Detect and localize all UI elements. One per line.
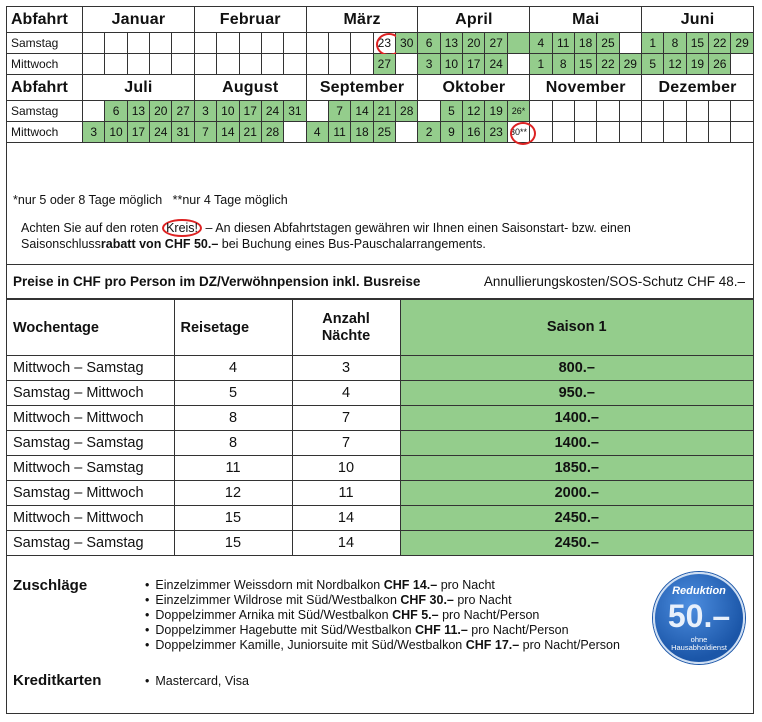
calendar-day-cell xyxy=(195,54,217,75)
month-januar: Januar xyxy=(83,7,195,33)
month-februar: Februar xyxy=(195,7,307,33)
calendar-day-cell xyxy=(553,122,575,143)
price-cell: 1400.– xyxy=(400,406,753,431)
calendar-day-cell xyxy=(508,33,530,54)
price-row xyxy=(7,506,753,531)
month-august: August xyxy=(195,75,307,101)
badge-amount: 50.– xyxy=(667,598,731,634)
calendar-day-cell: 12 xyxy=(664,54,686,75)
surcharges-list xyxy=(145,578,620,653)
calendar-day-cell: 23 xyxy=(374,33,396,54)
calendar-mittwoch-row-2 xyxy=(7,122,753,143)
calendar-day-cell: 26 xyxy=(709,54,731,75)
reisetage-cell: 12 xyxy=(174,481,292,506)
calendar-day-cell: 21 xyxy=(374,101,396,122)
calendar-day-cell xyxy=(508,54,530,75)
calendar-day-cell: 22 xyxy=(597,54,619,75)
calendar-day-cell: 1 xyxy=(642,33,664,54)
surcharge-unit: pro Nacht/Person xyxy=(438,608,540,622)
price-row xyxy=(7,431,753,456)
calendar-day-cell xyxy=(396,122,418,143)
month-juli: Juli xyxy=(83,75,195,101)
calendar-day-cell xyxy=(687,122,709,143)
calendar-day-cell: 27 xyxy=(485,33,507,54)
calendar-day-cell: 1 xyxy=(530,54,552,75)
month-dezember: Dezember xyxy=(642,75,753,101)
naechte-cell: 3 xyxy=(292,356,400,381)
calendar-day-cell: 7 xyxy=(329,101,351,122)
calendar-day-cell: 25 xyxy=(374,122,396,143)
naechte-cell: 11 xyxy=(292,481,400,506)
calendar-day-cell: 29 xyxy=(620,54,642,75)
calendar-day-cell: 24 xyxy=(262,101,284,122)
calendar-day-cell xyxy=(664,101,686,122)
calendar-day-cell: 23 xyxy=(485,122,507,143)
calendar-day-cell: 13 xyxy=(128,101,150,122)
badge-bottom-text xyxy=(655,636,743,652)
calendar-day-cell: 19 xyxy=(485,101,507,122)
calendar-header-row-1 xyxy=(7,7,753,33)
row-label-mittwoch: Mittwoch xyxy=(7,122,83,143)
credit-cards-list xyxy=(145,674,249,688)
naechte-cell: 7 xyxy=(292,431,400,456)
calendar-header-row-2 xyxy=(7,75,753,101)
surcharge-room: Doppelzimmer Arnika mit Süd/Westbalkon xyxy=(155,608,393,622)
discount-note-amount: rabatt von CHF 50.– xyxy=(100,237,219,251)
calendar-day-cell: 27 xyxy=(172,101,194,122)
calendar-day-cell: 20 xyxy=(463,33,485,54)
surcharges-title: Zuschläge xyxy=(13,577,88,594)
calendar-day-cell: 25 xyxy=(597,33,619,54)
calendar-day-cell xyxy=(530,122,552,143)
discount-note-middle: – An diesen Abfahrtstagen gewähren wir Ihnen einen Saisonstart- bzw. einen Saisonschluss xyxy=(21,221,631,251)
red-circle-word: Kreis! xyxy=(162,219,202,237)
price-table-header-row xyxy=(7,300,753,356)
surcharge-item xyxy=(145,623,620,638)
row-label-samstag: Samstag xyxy=(7,33,83,54)
price-row xyxy=(7,381,753,406)
calendar-day-cell xyxy=(642,101,664,122)
abfahrt-label: Abfahrt xyxy=(7,75,83,101)
reisetage-cell: 15 xyxy=(174,531,292,556)
col-header-naechte xyxy=(292,300,400,356)
surcharge-item xyxy=(145,608,620,623)
calendar-day-cell xyxy=(284,122,306,143)
calendar-day-cell xyxy=(642,122,664,143)
month-april: April xyxy=(418,7,530,33)
month-oktober: Oktober xyxy=(418,75,530,101)
calendar-day-cell xyxy=(396,54,418,75)
calendar-day-cell: 11 xyxy=(329,122,351,143)
calendar-day-cell: 18 xyxy=(575,33,597,54)
price-cell: 2450.– xyxy=(400,506,753,531)
calendar-day-cell xyxy=(128,54,150,75)
price-cell: 2450.– xyxy=(400,531,753,556)
calendar-day-cell: 8 xyxy=(664,33,686,54)
calendar-day-cell xyxy=(150,33,172,54)
month-september: September xyxy=(307,75,419,101)
calendar-day-cell: 15 xyxy=(687,33,709,54)
naechte-cell: 7 xyxy=(292,406,400,431)
calendar-day-cell: 28 xyxy=(262,122,284,143)
calendar-day-cell xyxy=(262,54,284,75)
month-maerz: März xyxy=(307,7,419,33)
price-cell: 800.– xyxy=(400,356,753,381)
col-header-reisetage: Reisetage xyxy=(174,300,292,356)
calendar-day-cell: 24 xyxy=(150,122,172,143)
calendar-day-cell xyxy=(240,33,262,54)
calendar-day-cell xyxy=(597,101,619,122)
naechte-cell: 10 xyxy=(292,456,400,481)
price-sheet xyxy=(6,6,754,714)
calendar-day-cell xyxy=(575,122,597,143)
calendar-day-cell xyxy=(150,54,172,75)
calendar-day-cell xyxy=(351,54,373,75)
calendar-day-cell: 5 xyxy=(642,54,664,75)
calendar-day-cell xyxy=(687,101,709,122)
wochentage-cell: Mittwoch – Samstag xyxy=(7,356,174,381)
calendar-day-cell xyxy=(307,33,329,54)
surcharge-unit: pro Nacht/Person xyxy=(519,638,620,652)
surcharge-room: Einzelzimmer Weissdorn mit Nordbalkon xyxy=(155,578,384,592)
calendar-day-cell xyxy=(83,101,105,122)
surcharge-amount: CHF 11.– xyxy=(415,623,468,637)
calendar-day-cell: 3 xyxy=(418,54,440,75)
calendar-day-cell: 3 xyxy=(83,122,105,143)
calendar-day-cell xyxy=(620,122,642,143)
wochentage-cell: Samstag – Mittwoch xyxy=(7,481,174,506)
calendar-day-cell xyxy=(284,54,306,75)
naechte-cell: 14 xyxy=(292,506,400,531)
calendar-day-cell: 16 xyxy=(463,122,485,143)
calendar-day-cell: 22 xyxy=(709,33,731,54)
col-header-naechte-line1: Anzahl xyxy=(322,310,370,327)
calendar-day-cell xyxy=(217,33,239,54)
calendar-day-cell: 7 xyxy=(195,122,217,143)
calendar-day-cell: 19 xyxy=(687,54,709,75)
calendar-day-cell: 14 xyxy=(351,101,373,122)
badge-bottom-line2: Hausabholdienst xyxy=(671,643,727,652)
calendar-day-cell xyxy=(731,101,752,122)
calendar-day-cell: 18 xyxy=(351,122,373,143)
calendar-day-cell xyxy=(329,54,351,75)
calendar-day-cell xyxy=(105,33,127,54)
calendar-day-cell xyxy=(418,101,440,122)
price-header-bar xyxy=(7,265,753,299)
wochentage-cell: Mittwoch – Samstag xyxy=(7,456,174,481)
surcharge-room: Doppelzimmer Kamille, Juniorsuite mit Süd/Westbalkon xyxy=(155,638,466,652)
calendar-day-cell: 30** xyxy=(508,122,530,143)
calendar-day-cell xyxy=(731,122,752,143)
price-row xyxy=(7,531,753,556)
wochentage-cell: Mittwoch – Mittwoch xyxy=(7,406,174,431)
price-cell: 1850.– xyxy=(400,456,753,481)
discount-note-end: bei Buchung eines Bus-Pauschalarrangements. xyxy=(218,237,486,251)
calendar-day-cell xyxy=(105,54,127,75)
discount-note xyxy=(21,220,741,252)
calendar-day-cell xyxy=(240,54,262,75)
calendar-day-cell: 10 xyxy=(105,122,127,143)
calendar-day-cell: 29 xyxy=(731,33,752,54)
surcharge-item xyxy=(145,578,620,593)
price-row xyxy=(7,456,753,481)
calendar-day-cell xyxy=(284,33,306,54)
calendar-day-cell: 6 xyxy=(105,101,127,122)
calendar-day-cell xyxy=(83,54,105,75)
surcharge-room: Einzelzimmer Wildrose mit Süd/Westbalkon xyxy=(155,593,401,607)
month-mai: Mai xyxy=(530,7,642,33)
reisetage-cell: 8 xyxy=(174,431,292,456)
wochentage-cell: Samstag – Samstag xyxy=(7,531,174,556)
discount-badge xyxy=(653,572,745,664)
calendar-day-cell: 9 xyxy=(441,122,463,143)
calendar-day-cell: 31 xyxy=(172,122,194,143)
surcharge-amount: CHF 14.– xyxy=(383,578,438,592)
calendar-day-cell: 30 xyxy=(396,33,418,54)
abfahrt-label: Abfahrt xyxy=(7,7,83,33)
reisetage-cell: 15 xyxy=(174,506,292,531)
calendar-day-cell xyxy=(329,33,351,54)
reisetage-cell: 4 xyxy=(174,356,292,381)
calendar-day-cell xyxy=(262,33,284,54)
calendar-day-cell xyxy=(195,33,217,54)
credit-card-item: • Mastercard, Visa xyxy=(145,674,249,688)
calendar-day-cell: 20 xyxy=(150,101,172,122)
calendar-samstag-row-2 xyxy=(7,101,753,122)
calendar-day-cell xyxy=(83,33,105,54)
credit-cards-title: Kreditkarten xyxy=(13,672,102,689)
col-header-wochentage: Wochentage xyxy=(7,300,174,356)
price-title: Preise in CHF pro Person im DZ/Verwöhnpension inkl. Busreise xyxy=(13,274,421,289)
surcharge-item xyxy=(145,593,620,608)
price-row xyxy=(7,481,753,506)
calendar-day-cell xyxy=(172,54,194,75)
calendar-samstag-row-1 xyxy=(7,33,753,54)
calendar-day-cell: 2 xyxy=(418,122,440,143)
calendar-day-cell: 10 xyxy=(217,101,239,122)
calendar-day-cell xyxy=(575,101,597,122)
price-row xyxy=(7,356,753,381)
calendar-day-cell xyxy=(307,101,329,122)
price-cell: 2000.– xyxy=(400,481,753,506)
calendar-day-cell xyxy=(731,54,752,75)
wochentage-cell: Samstag – Mittwoch xyxy=(7,381,174,406)
calendar-day-cell: 28 xyxy=(396,101,418,122)
price-row xyxy=(7,406,753,431)
calendar-day-cell: 31 xyxy=(284,101,306,122)
calendar-day-cell: 10 xyxy=(441,54,463,75)
calendar-day-cell: 17 xyxy=(240,101,262,122)
surcharge-amount: CHF 30.– xyxy=(400,593,454,607)
calendar-day-cell xyxy=(664,122,686,143)
reisetage-cell: 8 xyxy=(174,406,292,431)
naechte-cell: 14 xyxy=(292,531,400,556)
price-table-body xyxy=(7,356,753,556)
calendar-day-cell: 4 xyxy=(530,33,552,54)
calendar-day-cell: 3 xyxy=(195,101,217,122)
wochentage-cell: Samstag – Samstag xyxy=(7,431,174,456)
surcharge-amount: CHF 5.– xyxy=(392,608,439,622)
naechte-cell: 4 xyxy=(292,381,400,406)
badge-top-text: Reduktion xyxy=(672,585,726,597)
reisetage-cell: 5 xyxy=(174,381,292,406)
calendar-day-cell: 12 xyxy=(463,101,485,122)
surcharge-unit: pro Nacht xyxy=(453,593,512,607)
surcharge-room: Doppelzimmer Hagebutte mit Süd/Westbalkon xyxy=(155,623,416,637)
cancellation-costs: Annullierungskosten/SOS-Schutz CHF 48.– xyxy=(483,274,745,289)
badge-bottom-line1: ohne xyxy=(690,635,708,644)
surcharges-section xyxy=(7,573,753,683)
calendar-day-cell: 5 xyxy=(441,101,463,122)
calendar-day-cell xyxy=(709,122,731,143)
calendar-day-cell xyxy=(351,33,373,54)
calendar-day-cell xyxy=(597,122,619,143)
calendar-day-cell: 27 xyxy=(374,54,396,75)
calendar-day-cell xyxy=(530,101,552,122)
notes-section xyxy=(7,183,753,265)
price-cell: 1400.– xyxy=(400,431,753,456)
month-november: November xyxy=(530,75,642,101)
calendar-day-cell: 11 xyxy=(553,33,575,54)
calendar-day-cell: 24 xyxy=(485,54,507,75)
footnotes-text: *nur 5 oder 8 Tage möglich **nur 4 Tage möglich xyxy=(13,193,288,207)
calendar-day-cell xyxy=(217,54,239,75)
calendar-day-cell: 8 xyxy=(553,54,575,75)
calendar-day-cell xyxy=(172,33,194,54)
calendar-day-cell xyxy=(709,101,731,122)
calendar-day-cell: 17 xyxy=(463,54,485,75)
calendar-day-cell: 4 xyxy=(307,122,329,143)
calendar-day-cell: 21 xyxy=(240,122,262,143)
calendar-day-cell xyxy=(553,101,575,122)
calendar-day-cell xyxy=(307,54,329,75)
surcharge-item xyxy=(145,638,620,653)
row-label-mittwoch: Mittwoch xyxy=(7,54,83,75)
calendar-day-cell: 17 xyxy=(128,122,150,143)
calendar-day-cell: 13 xyxy=(441,33,463,54)
wochentage-cell: Mittwoch – Mittwoch xyxy=(7,506,174,531)
surcharge-unit: pro Nacht xyxy=(437,578,495,592)
surcharge-unit: pro Nacht/Person xyxy=(467,623,569,637)
calendar-day-cell xyxy=(128,33,150,54)
reisetage-cell: 11 xyxy=(174,456,292,481)
price-cell: 950.– xyxy=(400,381,753,406)
calendar-day-cell: 26* xyxy=(508,101,530,122)
calendar-day-cell: 14 xyxy=(217,122,239,143)
calendar-day-cell: 6 xyxy=(418,33,440,54)
calendar-day-cell xyxy=(620,33,642,54)
col-header-naechte-line2: Nächte xyxy=(321,327,371,344)
price-table xyxy=(7,299,753,556)
calendar-day-cell: 15 xyxy=(575,54,597,75)
calendar-day-cell xyxy=(620,101,642,122)
month-juni: Juni xyxy=(642,7,753,33)
col-header-saison: Saison 1 xyxy=(400,300,753,356)
calendar-mittwoch-row-1 xyxy=(7,54,753,75)
surcharge-amount: CHF 17.– xyxy=(465,638,520,652)
discount-note-intro: Achten Sie auf den roten xyxy=(21,221,163,235)
row-label-samstag: Samstag xyxy=(7,101,83,122)
